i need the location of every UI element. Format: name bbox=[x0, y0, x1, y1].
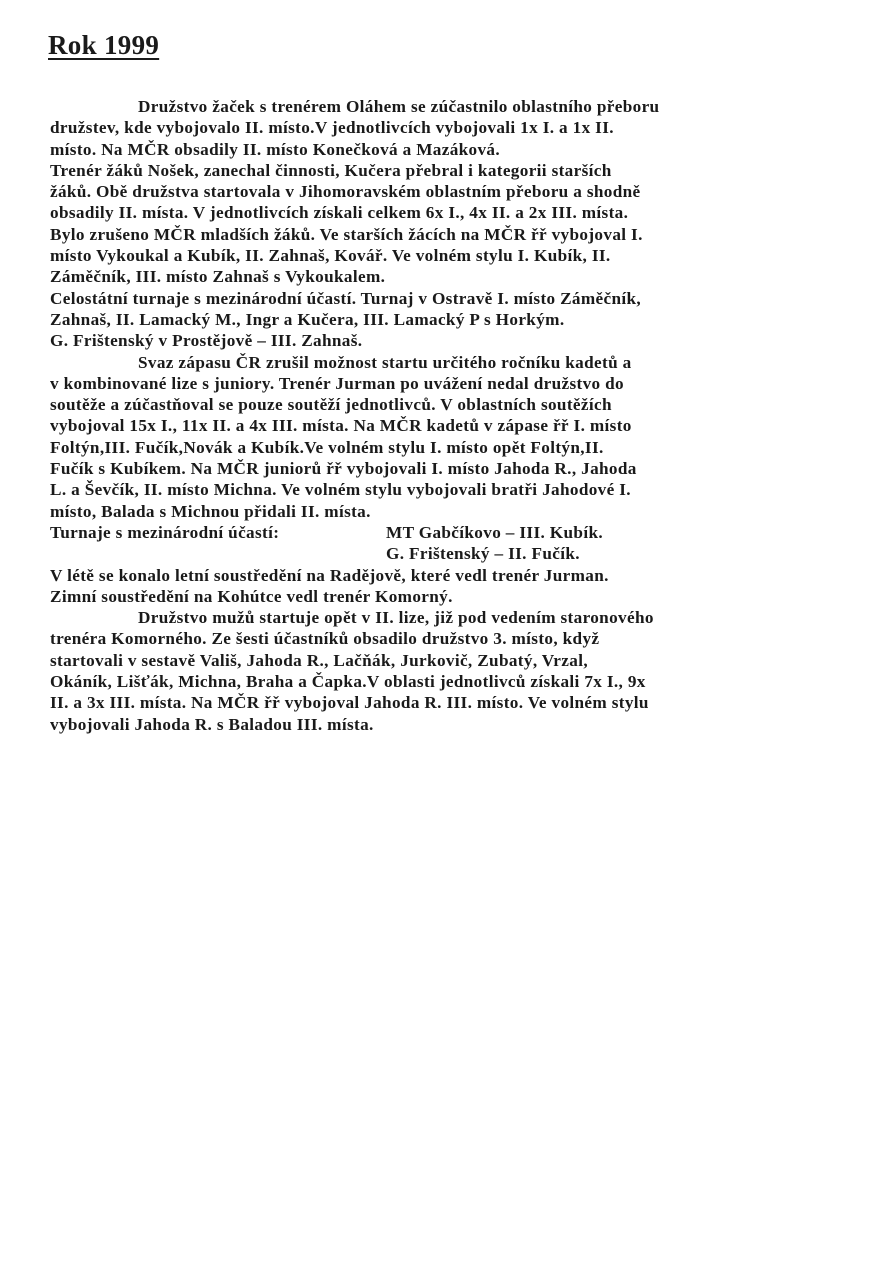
text-line: startovali v sestavě Vališ, Jahoda R., Lačňák, Jurkovič, Zubatý, Vrzal, bbox=[50, 650, 588, 670]
text-line: Družstvo mužů startuje opět v II. lize, již pod vedením staronového bbox=[138, 608, 654, 628]
text-line: L. a Ševčík, II. místo Michna. Ve volném stylu vybojovali bratři Jahodové I. bbox=[50, 480, 631, 500]
tournament-label: Turnaje s mezinárodní účastí: bbox=[50, 522, 280, 542]
tournament-result: MT Gabčíkovo – III. Kubík. bbox=[386, 522, 604, 542]
text-line: V létě se konalo letní soustředění na Radějově, které vedl trenér Jurman. bbox=[50, 565, 609, 585]
text-line: Záměčník, III. místo Zahnaš s Vykoukalem. bbox=[50, 267, 386, 287]
text-line: Fučík s Kubíkem. Na MČR juniorů řř vybojovali I. místo Jahoda R., Jahoda bbox=[50, 459, 637, 479]
tournament-row bbox=[50, 522, 840, 543]
text-line: Svaz zápasu ČR zrušil možnost startu určitého ročníku kadetů a bbox=[138, 352, 632, 372]
text-line: Bylo zrušeno MČR mladších žáků. Ve starších žácích na MČR řř vybojoval I. bbox=[50, 224, 643, 244]
text-line: soutěže a zúčastňoval se pouze soutěží jednotlivců. V oblastních soutěžích bbox=[50, 395, 612, 415]
tournament-result: G. Frištenský – II. Fučík. bbox=[386, 544, 580, 564]
text-line: trenéra Komorného. Ze šesti účastníků obsadilo družstvo 3. místo, když bbox=[50, 629, 600, 649]
text-line: Zahnaš, II. Lamacký M., Ingr a Kučera, III. Lamacký P s Horkým. bbox=[50, 309, 565, 329]
text-line: vybojoval 15x I., 11x II. a 4x III. místa. Na MČR kadetů v zápase řř I. místo bbox=[50, 416, 632, 436]
page-title: Rok 1999 bbox=[48, 30, 160, 60]
text-line: Zimní soustředění na Kohútce vedl trenér Komorný. bbox=[50, 586, 453, 606]
text-line: G. Frištenský v Prostějově – III. Zahnaš. bbox=[50, 331, 363, 351]
tournament-row bbox=[50, 543, 840, 564]
text-line: v kombinované lize s juniory. Trenér Jurman po uvážení nedal družstvo do bbox=[50, 373, 624, 393]
text-line: žáků. Obě družstva startovala v Jihomoravském oblastním přeboru a shodně bbox=[50, 182, 641, 202]
chronicle-text bbox=[50, 96, 840, 735]
text-line: místo, Balada s Michnou přidali II. místa. bbox=[50, 501, 371, 521]
text-line: vybojovali Jahoda R. s Baladou III. místa. bbox=[50, 714, 374, 734]
text-line: Okáník, Lišťák, Michna, Braha a Čapka.V oblasti jednotlivců získali 7x I., 9x bbox=[50, 672, 646, 692]
text-line: II. a 3x III. místa. Na MČR řř vybojoval Jahoda R. III. místo. Ve volném stylu bbox=[50, 693, 649, 713]
text-line: Družstvo žaček s trenérem Oláhem se zúčastnilo oblastního přeboru bbox=[138, 97, 660, 116]
text-line: Foltýn,III. Fučík,Novák a Kubík.Ve volném stylu I. místo opět Foltýn,II. bbox=[50, 437, 604, 457]
text-line: Celostátní turnaje s mezinárodní účastí. Turnaj v Ostravě I. místo Záměčník, bbox=[50, 288, 642, 308]
text-line: místo. Na MČR obsadily II. místo Konečková a Mazáková. bbox=[50, 139, 501, 159]
text-line: obsadily II. místa. V jednotlivcích získali celkem 6x I., 4x II. a 2x III. místa. bbox=[50, 203, 629, 223]
text-line: družstev, kde vybojovalo II. místo.V jednotlivcích vybojovali 1x I. a 1x II. bbox=[50, 118, 614, 138]
text-line: Trenér žáků Nošek, zanechal činnosti, Kučera přebral i kategorii starších bbox=[50, 160, 612, 180]
text-line: místo Vykoukal a Kubík, II. Zahnaš, Kovář. Ve volném stylu I. Kubík, II. bbox=[50, 246, 611, 266]
